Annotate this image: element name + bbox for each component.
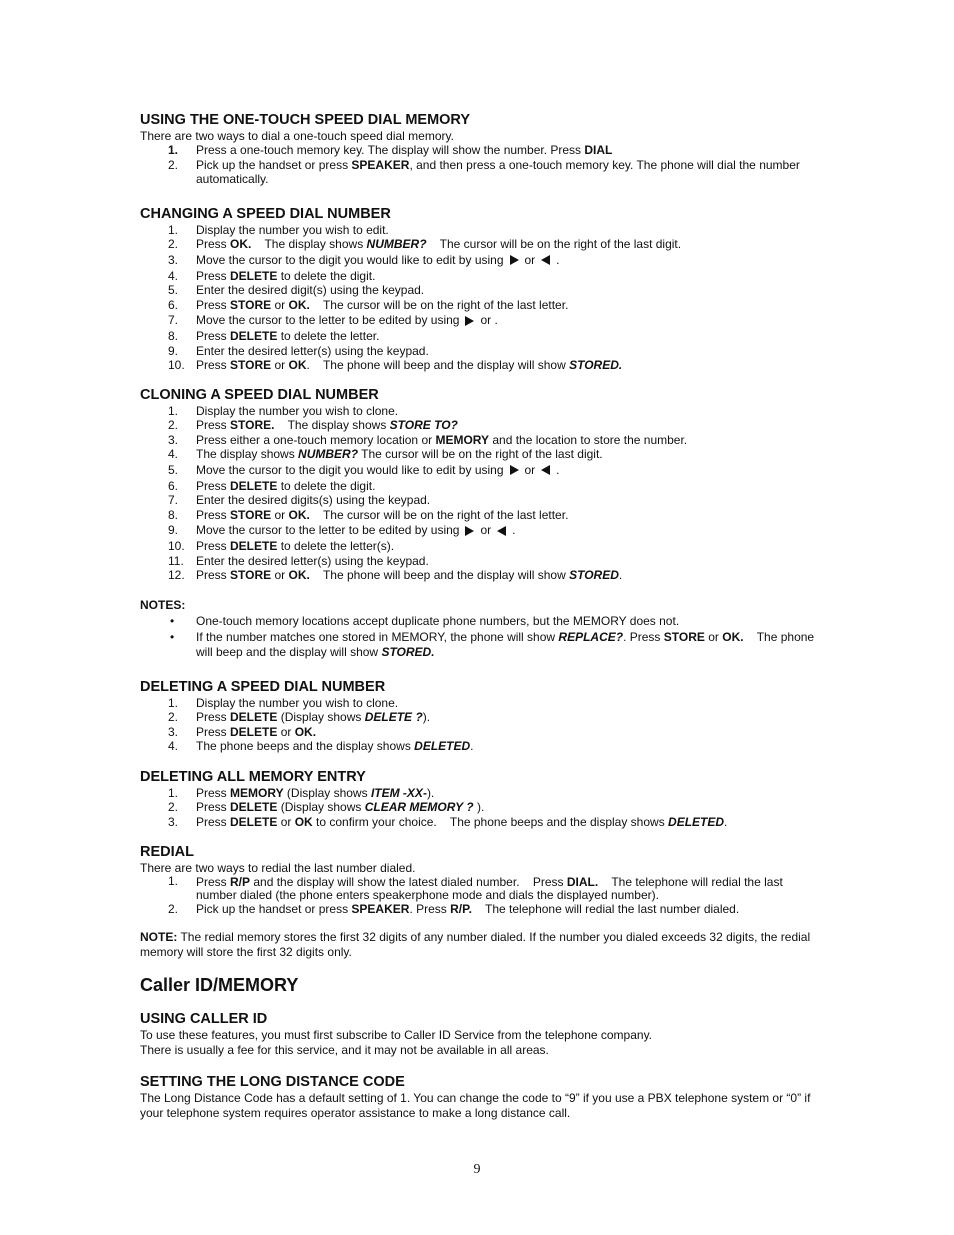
step-text: Display the number you wish to edit. (196, 222, 389, 237)
display-text: REPLACE? (558, 629, 624, 644)
list-item (140, 902, 820, 917)
step-number: 8. (168, 329, 179, 343)
step-bold: STORE. (230, 418, 275, 432)
step-text: ). (473, 800, 485, 814)
step-number: 6. (168, 297, 179, 312)
step-text: or (524, 252, 536, 267)
step-text: to confirm your choice. The phone beeps and the display shows (312, 814, 669, 829)
display-text: STORED (569, 568, 619, 582)
section-intro: There are two ways to dial a one-touch speed dial memory. (140, 129, 454, 143)
list-item (140, 739, 820, 754)
step-number: 9. (168, 343, 179, 358)
section-deleting-all-memory (140, 769, 820, 830)
step-number: 2. (168, 800, 179, 814)
body-text: There is usually a fee for this service, and it may not be available in all areas. (140, 1042, 549, 1057)
step-text: (Display shows (277, 800, 365, 814)
step-bold: STORE (230, 568, 272, 582)
step-text: The phone will beep and the display will show (309, 568, 570, 582)
note-text: or (704, 629, 723, 644)
step-number: 9. (168, 523, 179, 537)
step-text: The cursor will be on the right of the last letter. (309, 507, 569, 522)
list-item (140, 283, 820, 298)
step-text: , and then press a one-touch memory key. The phone will dial the number automatically. (196, 157, 800, 186)
section-title: REDIAL (140, 844, 194, 860)
step-bold: SPEAKER (351, 157, 410, 172)
list-item (140, 493, 820, 508)
step-number: 2. (168, 157, 179, 172)
step-number: 11. (168, 553, 184, 568)
list-item (140, 358, 820, 373)
section-long-distance-code (140, 1074, 820, 1121)
step-bold: OK. (294, 724, 317, 739)
notes-list (140, 614, 820, 660)
step-text: . The phone will beep and the display will show (306, 358, 570, 372)
note-text: The phone will beep and the display will show (196, 629, 818, 659)
step-bold: R/P. (450, 902, 472, 916)
step-text: to delete the letter(s). (277, 539, 395, 553)
step-text: Press (196, 329, 231, 343)
section-title: SETTING THE LONG DISTANCE CODE (140, 1073, 405, 1090)
step-text: Display the number you wish to clone. (196, 695, 399, 710)
step-text: Enter the desired letter(s) using the keypad. (196, 553, 429, 568)
step-text: Press (196, 507, 231, 522)
note-text: The redial memory stores the first 32 digits of any number dialed. If the number you dialed exceeds 32 digits, the redial memory will store the first 32 digits only. (140, 929, 811, 959)
display-text: ITEM -XX- (370, 785, 427, 800)
step-text: and the location to store the number. (489, 432, 688, 447)
list-item (140, 696, 820, 711)
list-item (140, 786, 820, 801)
section-redial (140, 844, 820, 960)
section-using-caller-id (140, 1011, 820, 1058)
list-item (140, 433, 820, 448)
step-bold: OK (288, 358, 307, 372)
step-text: ). (422, 710, 431, 724)
step-number: 4. (168, 268, 179, 283)
step-bold: DELETE (230, 800, 278, 814)
step-text: . (618, 568, 623, 582)
step-bold: DELETE (230, 539, 278, 553)
redial-note (140, 930, 820, 960)
display-text: STORE TO? (389, 418, 458, 432)
notes-label: NOTES: (140, 597, 186, 612)
right-arrow-icon (465, 316, 474, 326)
list-item (140, 479, 820, 494)
step-bold: OK. (288, 568, 310, 582)
list-item (140, 223, 820, 238)
note-text: If the number matches one stored in MEMORY, the phone will show (196, 629, 559, 644)
step-number: 1. (168, 695, 179, 710)
section-cloning-speed-dial (140, 387, 820, 583)
step-text: . (512, 523, 516, 537)
list-item (140, 462, 820, 479)
step-number: 10. (168, 539, 185, 553)
steps-list (140, 786, 820, 830)
step-text: (Display shows (283, 785, 371, 800)
list-item (140, 508, 820, 523)
step-text: Press a one-touch memory key. The display will show the number. Press (196, 143, 585, 157)
manual-page (140, 112, 820, 1121)
step-text: The cursor will be on the right of the last digit. (426, 237, 682, 251)
step-bold: STORE (230, 507, 272, 522)
list-item (140, 298, 820, 313)
left-arrow-icon (497, 526, 506, 536)
step-bold: STORE (230, 358, 272, 372)
list-item (140, 800, 820, 815)
step-number: 7. (168, 493, 179, 507)
step-bold: DIAL (584, 143, 613, 157)
step-text: Press (196, 297, 231, 312)
step-text: Enter the desired digit(s) using the keypad. (196, 283, 425, 297)
list-item (140, 539, 820, 554)
display-text: STORED. (569, 358, 623, 372)
step-text: The cursor will be on the right of the last digit. (358, 447, 603, 461)
step-number: 8. (168, 507, 179, 522)
display-text: DELETE ? (364, 710, 423, 724)
list-item (140, 522, 820, 539)
step-text: Enter the desired letter(s) using the keypad. (196, 343, 429, 358)
step-text: Press (196, 478, 231, 493)
step-number: 1. (168, 143, 179, 157)
list-item (140, 143, 820, 158)
list-item (140, 418, 820, 433)
step-bold: DELETE (230, 710, 278, 724)
left-arrow-icon (541, 465, 550, 475)
step-text: Enter the desired digits(s) using the keypad. (196, 493, 431, 507)
step-text: Pick up the handset or press (196, 902, 352, 916)
step-number: 2. (168, 418, 179, 432)
step-text: Pick up the handset or press (196, 157, 352, 172)
note-bold: OK. (722, 629, 744, 644)
step-text: The display shows (196, 447, 299, 461)
display-text: DELETED (414, 739, 471, 753)
step-number: 2. (168, 710, 179, 724)
step-number: 1. (168, 403, 179, 418)
left-arrow-icon (541, 255, 550, 265)
list-item (140, 312, 820, 329)
body-text: To use these features, you must first subscribe to Caller ID Service from the telephone company. (140, 1027, 653, 1042)
step-text: The telephone will redial the last number dialed (the phone enters speakerphone mode and dials the displayed number). (196, 875, 787, 902)
step-text: Press (196, 268, 231, 283)
step-text: Press (196, 800, 231, 814)
step-bold: DELETE (230, 814, 278, 829)
step-bold: DELETE (230, 478, 278, 493)
notes-block (140, 598, 820, 660)
step-text: Press either a one-touch memory location or (196, 432, 436, 447)
list-item (140, 554, 820, 569)
list-item (140, 158, 820, 187)
step-text: ). (426, 785, 435, 800)
step-bold: MEMORY (435, 432, 490, 447)
list-item (140, 344, 820, 359)
section-title: CLONING A SPEED DIAL NUMBER (140, 386, 379, 403)
step-number: 1. (168, 874, 179, 888)
chapter-title: Caller ID/MEMORY (140, 974, 299, 995)
step-bold: DELETE (230, 724, 278, 739)
step-text: to delete the letter. (277, 329, 380, 343)
list-item (140, 237, 820, 252)
steps-list (140, 404, 820, 583)
right-arrow-icon (510, 255, 519, 265)
step-bold: DELETE (230, 329, 278, 343)
step-text: The telephone will redial the last number dialed. (471, 902, 740, 916)
step-text: The phone beeps and the display shows (196, 739, 415, 753)
right-arrow-icon (510, 465, 519, 475)
section-title: CHANGING A SPEED DIAL NUMBER (140, 205, 391, 222)
list-item (140, 269, 820, 284)
list-item (140, 568, 820, 583)
step-number: 3. (168, 252, 179, 267)
step-number: 3. (168, 432, 179, 447)
step-text: (Display shows (277, 710, 365, 724)
step-number: 2. (168, 902, 179, 916)
list-item (140, 447, 820, 462)
list-item (140, 815, 820, 830)
step-number: 3. (168, 724, 179, 739)
section-title: DELETING A SPEED DIAL NUMBER (140, 678, 386, 695)
step-number: 2. (168, 237, 179, 251)
step-text: Move the cursor to the digit you would like to edit by using (196, 252, 504, 267)
step-text: . (556, 252, 560, 267)
list-item (140, 329, 820, 344)
step-text: to delete the digit. (277, 268, 376, 283)
step-text: . (556, 462, 560, 477)
step-number: 4. (168, 447, 179, 461)
step-number: 10. (168, 358, 185, 372)
step-bold: SPEAKER (351, 902, 410, 916)
display-text: CLEAR MEMORY ? (364, 800, 474, 814)
step-bold: OK. (288, 297, 310, 312)
step-text: or (277, 724, 295, 739)
display-text: STORED. (381, 644, 435, 659)
step-bold: OK (294, 814, 313, 829)
steps-list (140, 143, 820, 187)
step-text: . (470, 739, 474, 753)
step-text: or (277, 814, 295, 829)
step-bold: OK. (288, 507, 310, 522)
step-text: Display the number you wish to clone. (196, 403, 399, 418)
list-item (140, 630, 820, 660)
step-bold: DIAL. (566, 875, 599, 889)
step-text: Move the cursor to the letter to be edited by using (196, 313, 460, 327)
step-bold: STORE (230, 297, 272, 312)
step-number: 6. (168, 478, 179, 493)
note-text: . Press (623, 629, 664, 644)
step-text: . Press (409, 902, 451, 916)
right-arrow-icon (465, 526, 474, 536)
step-text: Press (196, 418, 231, 432)
section-intro: There are two ways to redial the last number dialed. (140, 861, 416, 875)
section-one-touch-speed-dial (140, 112, 820, 187)
step-number: 5. (168, 283, 179, 297)
step-text: . (724, 814, 728, 829)
step-text: and the display will show the latest dialed number. Press (250, 875, 567, 889)
step-number: 1. (168, 222, 179, 237)
step-text: Press (196, 724, 231, 739)
display-text: NUMBER? (298, 447, 359, 461)
step-text: The display shows (274, 418, 390, 432)
list-item (140, 252, 820, 269)
list-item (140, 725, 820, 740)
step-number: 1. (168, 785, 179, 800)
step-text: to delete the digit. (277, 478, 376, 493)
note-bold: STORE (663, 629, 705, 644)
step-bold: OK. (230, 237, 252, 251)
steps-list (140, 696, 820, 754)
bullet: • (170, 629, 175, 644)
step-text: or (271, 507, 289, 522)
section-deleting-speed-dial (140, 679, 820, 754)
step-bold: DELETE (230, 268, 278, 283)
step-number: 7. (168, 313, 179, 327)
display-text: NUMBER? (366, 237, 427, 251)
step-text: Press (196, 814, 231, 829)
step-text: or (524, 462, 536, 477)
display-text: DELETED (668, 814, 725, 829)
step-text: Press (196, 710, 231, 724)
step-text: Press (196, 237, 231, 251)
step-text: or (271, 568, 289, 582)
step-bold: R/P (230, 875, 251, 889)
page-number: 9 (473, 1162, 481, 1177)
step-text: Move the cursor to the letter to be edited by using (196, 523, 460, 537)
step-number: 5. (168, 462, 179, 477)
step-text: Press (196, 568, 231, 582)
section-title: DELETING ALL MEMORY ENTRY (140, 768, 366, 785)
step-text: Press (196, 785, 231, 800)
section-title: USING THE ONE-TOUCH SPEED DIAL MEMORY (140, 112, 471, 128)
step-text: or (271, 358, 289, 372)
list-item (140, 875, 820, 902)
step-text: Move the cursor to the digit you would like to edit by using (196, 462, 504, 477)
step-text: or . (480, 313, 498, 327)
step-bold: MEMORY (230, 785, 284, 800)
step-text: Press (196, 539, 231, 553)
step-number: 3. (168, 814, 179, 829)
list-item (140, 404, 820, 419)
body-text: The Long Distance Code has a default setting of 1. You can change the code to “9” if you use a PBX telephone system or “0” if your telephone system requires operator assistance to make a long distance call. (140, 1090, 811, 1120)
step-text: or (271, 297, 289, 312)
step-number: 4. (168, 739, 179, 753)
section-title: USING CALLER ID (140, 1010, 268, 1027)
steps-list (140, 223, 820, 373)
step-number: 12. (168, 568, 185, 582)
list-item (140, 614, 820, 629)
section-changing-speed-dial (140, 206, 820, 373)
step-text: Press (196, 875, 231, 889)
step-text: The display shows (251, 237, 367, 251)
note-text: One-touch memory locations accept duplicate phone numbers, but the MEMORY does not. (196, 613, 680, 628)
step-text: Press (196, 358, 231, 372)
steps-list (140, 875, 820, 917)
step-text: or (480, 523, 492, 537)
list-item (140, 710, 820, 725)
bullet: • (170, 613, 175, 628)
step-text: The cursor will be on the right of the last letter. (309, 297, 569, 312)
note-label: NOTE: (140, 929, 178, 944)
